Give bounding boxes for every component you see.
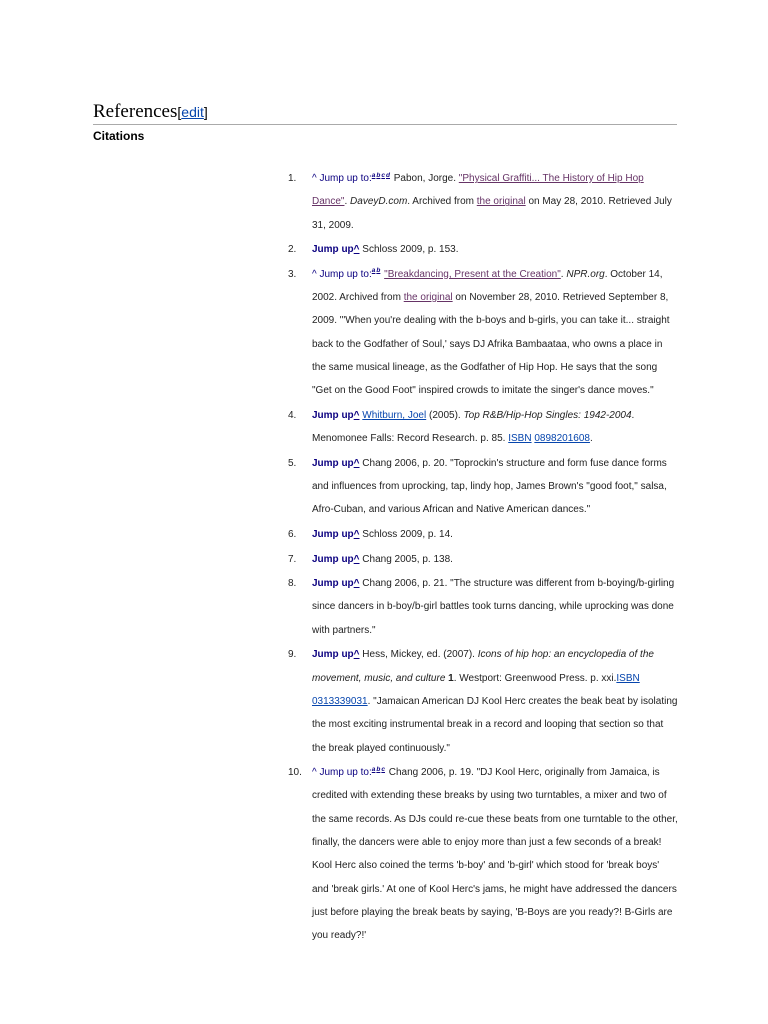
edit-section-wrapper (177, 104, 207, 120)
author-link[interactable]: Whitburn, Joel (362, 409, 427, 421)
citation-number: 6. (288, 528, 297, 540)
citation-work: NPR.org (566, 268, 605, 280)
citation-text: . Archived from (407, 196, 477, 208)
jump-up-link[interactable]: ^ (353, 578, 360, 590)
backlink-b[interactable]: b (376, 171, 381, 179)
citation-text: Schloss 2009, p. 14. (362, 528, 453, 540)
citation-work: Icons of hip hop: an encyclopedia of the movement, music, and culture (312, 649, 654, 684)
citation-number: 5. (288, 457, 297, 469)
backlinks (372, 766, 386, 773)
citation-text: Schloss 2009, p. 153. (362, 244, 459, 256)
section-title: References (93, 101, 178, 122)
edit-close-bracket: ] (203, 104, 208, 120)
citation-text: Chang 2006, p. 19. "DJ Kool Herc, originally from Jamaica, is credited with extending these breaks by using two turntables, a mixer and two of the same records. As DJs could re-cue these beats from one turntable to the other, finally, the dancers were able to enjoy more than just a few seconds of a break! Kool Herc also coined the terms 'b-boy' and 'b-girl' which stood for 'break boys' and 'break girls.' At one of Kool Herc's jams, he might have addressed the dancers just before playing the break beats by saying, 'B-Boys are you ready?! B-Girls are you ready?!' (312, 767, 678, 942)
citation-text: . (344, 196, 351, 208)
citation-work: Top R&B/Hip-Hop Singles: 1942-2004 (463, 409, 632, 421)
citation-item (288, 238, 678, 261)
citation-number: 8. (288, 578, 297, 590)
citation-text: Chang 2006, p. 20. "Toprockin's structure and form fuse dance forms and influences from uprocking, tap, lindy hop, James Brown's "good foot," salsa, Afro-Cuban, and various African and Native American dances." (312, 457, 667, 516)
citations-subheading: Citations (93, 129, 145, 143)
isbn-label-link[interactable]: ISBN (616, 672, 640, 684)
backlink-a[interactable]: a (371, 267, 376, 275)
citation-text: (2005). (426, 409, 464, 421)
jump-up-link[interactable]: ^ (353, 244, 360, 256)
jump-up-link[interactable]: ^ (353, 409, 360, 421)
jump-up-link[interactable]: ^ (353, 528, 360, 540)
isbn-label-link[interactable]: ISBN (508, 433, 532, 445)
citation-item (288, 167, 678, 237)
citation-item (288, 523, 678, 546)
citation-number: 9. (288, 649, 297, 661)
caret-icon: ^ (312, 767, 317, 779)
citation-title-link[interactable]: "Physical Graffiti... The History of Hip Hop Dance" (312, 173, 644, 208)
jump-up-label: Jump up (312, 244, 354, 256)
citation-number: 3. (288, 268, 297, 280)
edit-open-bracket: [ (177, 104, 182, 120)
citation-number: 10. (288, 767, 302, 779)
edit-section-link[interactable]: edit (181, 104, 204, 120)
citation-item (288, 263, 678, 403)
section-title-row (93, 101, 677, 123)
backlink-c[interactable]: c (381, 765, 385, 773)
citation-item (288, 643, 678, 759)
backlink-c[interactable]: c (381, 171, 385, 179)
archive-original-link[interactable]: the original (476, 196, 526, 208)
citation-text: . Menomonee Falls: Record Research. p. 85. (312, 409, 635, 445)
backlink-d[interactable]: d (385, 171, 390, 179)
jump-up-label: Jump up (312, 578, 354, 590)
citation-item (288, 572, 678, 642)
citation-item (288, 761, 678, 947)
citation-work: DaveyD.com (350, 196, 408, 208)
jump-up-link[interactable]: ^ (353, 649, 360, 661)
citation-author: Pabon, Jorge. (393, 173, 459, 184)
citation-text: Hess, Mickey, ed. (2007). (362, 649, 478, 661)
backlinks (372, 172, 391, 179)
citation-item (288, 404, 678, 451)
isbn-number-link[interactable]: 0313339031 (312, 695, 368, 707)
citation-item (288, 548, 678, 571)
jump-up-label: Jump up (312, 457, 354, 469)
citation-text: . (560, 268, 567, 280)
backlink-b[interactable]: b (376, 765, 381, 773)
citation-number: 7. (288, 553, 297, 565)
citation-text: on November 28, 2010. Retrieved September 8, 2009. "'When you're dealing with the b-boys and b-girls, you can take it... straight back to the Godfather of Soul,' says DJ Afrika Bambaataa, who owns a place in the same musical lineage, as the Godfather of Hip Hop. He says that the song "Get on the Good Foot" inspired crowds to imitate the singer's dance moves." (312, 292, 670, 397)
jump-up-link[interactable]: ^ (353, 457, 360, 469)
citation-text: . October 14, 2002. Archived from (312, 268, 663, 304)
jump-up-label: Jump up (312, 649, 354, 661)
citation-number: 1. (288, 173, 297, 184)
jump-up-label: Jump up (312, 553, 354, 565)
citation-number: 4. (288, 409, 297, 421)
citation-text: . (589, 433, 593, 445)
volume-number: 1 (448, 672, 454, 684)
citation-text: . "Jamaican American DJ Kool Herc creates the beak beat by isolating the most exciting instrumental break in a record and looping that section so that the break played continuously." (312, 695, 678, 754)
citation-text: Chang 2006, p. 21. "The structure was different from b-boying/b-girling since dancers in b-boy/b-girl battles took turns dancing, while uprocking was done with partners." (312, 578, 675, 636)
citation-item (288, 452, 678, 522)
citation-number: 2. (288, 244, 297, 256)
references-heading (93, 101, 677, 125)
citation-title-link[interactable]: "Breakdancing, Present at the Creation" (384, 268, 561, 280)
caret-icon: ^ (312, 173, 317, 184)
jump-up-label: Jump up (312, 409, 354, 421)
caret-icon: ^ (312, 268, 317, 280)
citations-list (288, 167, 678, 949)
jump-up-label: Jump up to: (319, 173, 372, 184)
jump-up-link[interactable]: ^ (353, 553, 360, 565)
citation-text: . Westport: Greenwood Press. p. xxi. (453, 672, 617, 684)
archive-original-link[interactable]: the original (403, 292, 453, 304)
backlink-a[interactable]: a (371, 171, 376, 179)
backlink-a[interactable]: a (371, 765, 376, 773)
citation-text: on May 28, 2010. Retrieved July 31, 2009. (312, 196, 672, 231)
isbn-number-link[interactable]: 0898201608 (534, 433, 590, 445)
citation-text: Chang 2005, p. 138. (362, 553, 453, 565)
jump-up-label: Jump up (312, 528, 354, 540)
backlink-b[interactable]: b (376, 267, 381, 275)
backlinks (372, 267, 382, 274)
jump-up-label: Jump up to: (319, 268, 372, 280)
jump-up-label: Jump up to: (319, 767, 372, 779)
